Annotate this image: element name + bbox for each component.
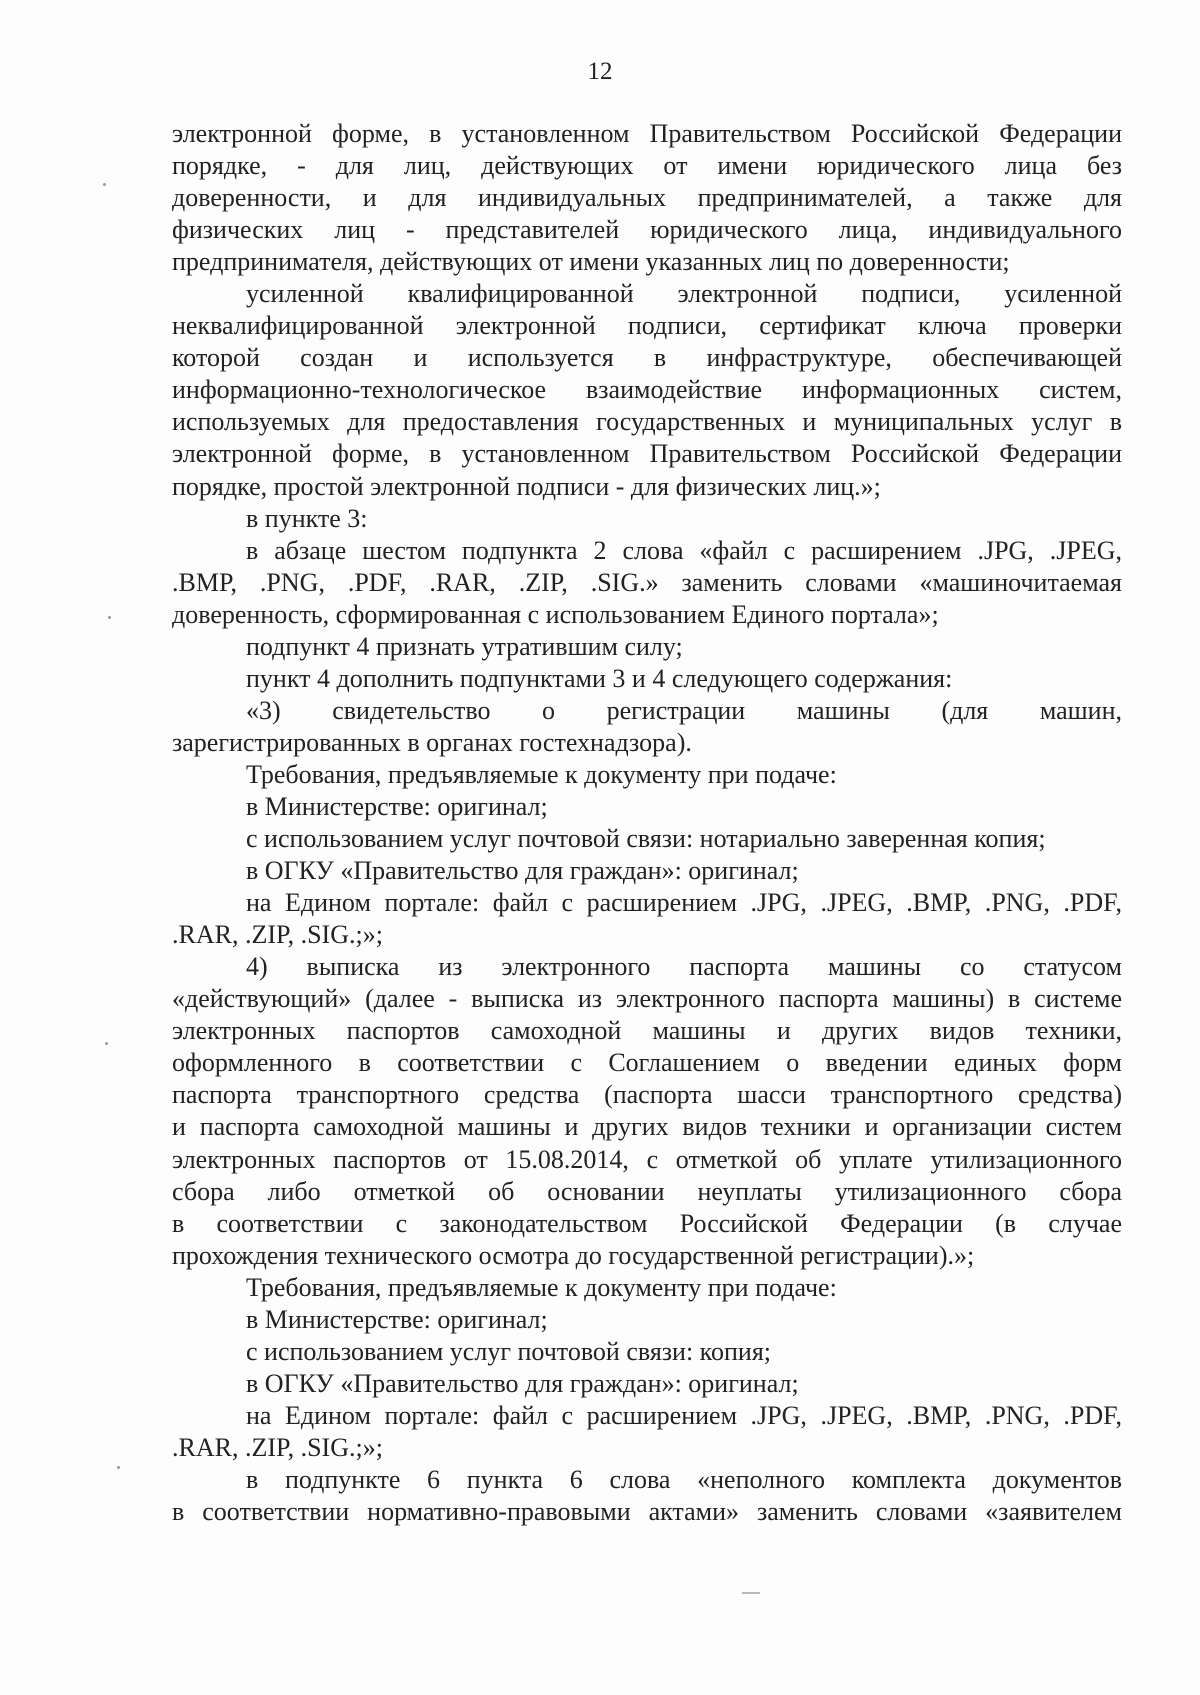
scan-speck [103,183,106,186]
text-line: усиленной квалифицированной электронной подписи, усиленной [246,279,1122,309]
text-line: в соответствии нормативно-правовыми актами» заменить словами «заявителем [172,1497,1122,1527]
text-line: пункт 4 дополнить подпунктами 3 и 4 следующего содержания: [246,663,953,693]
text-line: используемых для предоставления государственных и муниципальных услуг в [172,407,1122,437]
text-line: в подпункте 6 пункта 6 слова «неполного комплекта документов [246,1464,1122,1494]
text-line: зарегистрированных в органах гостехнадзора). [172,727,692,757]
text-line: порядке, - для лиц, действующих от имени юридического лица без [172,151,1122,181]
text-line: .BMP, .PNG, .PDF, .RAR, .ZIP, .SIG.» заменить словами «машиночитаемая [172,567,1122,597]
text-line: в соответствии с законодательством Российской Федерации (в случае [172,1208,1122,1238]
text-line: Требования, предъявляемые к документу при подаче: [246,759,837,789]
text-line: неквалифицированной электронной подписи, сертификат ключа проверки [172,311,1122,341]
text-line: в ОГКУ «Правительство для граждан»: оригинал; [246,856,799,886]
text-line: доверенность, сформированная с использованием Единого портала»; [172,599,939,629]
text-line: доверенности, и для индивидуальных предпринимателей, а также для [172,183,1122,213]
text-line: подпункт 4 признать утратившим силу; [246,631,683,661]
scan-speck [108,616,111,619]
text-line: в Министерстве: оригинал; [246,1304,548,1334]
text-line: в пункте 3: [246,503,368,533]
text-line: которой создан и используется в инфраструктуре, обеспечивающей [172,343,1122,373]
text-line: электронной форме, в установленном Правительством Российской Федерации [172,119,1122,148]
text-line: физических лиц - представителей юридического лица, индивидуального [172,215,1122,245]
text-line: Требования, предъявляемые к документу при подаче: [246,1272,837,1302]
text-line: .RAR, .ZIP, .SIG.;»; [172,1432,383,1462]
text-line: сбора либо отметкой об основании неуплаты утилизационного сбора [172,1176,1122,1206]
scan-mark [742,1592,760,1594]
text-line: «3) свидетельство о регистрации машины (для машин, [246,695,1122,725]
text-line: прохождения технического осмотра до государственной регистрации).»; [172,1240,975,1270]
scan-speck [105,1042,108,1045]
text-line: .RAR, .ZIP, .SIG.;»; [172,920,383,950]
text-line: оформленного в соответствии с Соглашением о введении единых форм [172,1048,1122,1078]
text-line: и паспорта самоходной машины и других видов техники и организации систем [172,1112,1122,1142]
text-line: электронных паспортов от 15.08.2014, с отметкой об уплате утилизационного [172,1144,1122,1174]
scan-speck [117,1466,120,1469]
text-line: в Министерстве: оригинал; [246,791,548,821]
text-line: электронных паспортов самоходной машины и других видов техники, [172,1016,1122,1046]
text-line: на Едином портале: файл с расширением .JPG, .JPEG, .BMP, .PNG, .PDF, [246,888,1122,918]
text-line: с использованием услуг почтовой связи: нотариально заверенная копия; [246,824,1046,854]
text-line: паспорта транспортного средства (паспорта шасси транспортного средства) [172,1080,1122,1110]
document-body [172,118,1122,1528]
text-line: электронной форме, в установленном Правительством Российской Федерации [172,439,1122,469]
text-line: порядке, простой электронной подписи - для физических лиц.»; [172,471,881,501]
text-line: «действующий» (далее - выписка из электронного паспорта машины) в системе [172,984,1122,1014]
text-line: предпринимателя, действующих от имени указанных лиц по доверенности; [172,247,1010,277]
text-line: 4) выписка из электронного паспорта машины со статусом [246,952,1122,982]
text-line: с использованием услуг почтовой связи: копия; [246,1336,772,1366]
page-number: 12 [587,58,613,85]
text-line: информационно-технологическое взаимодействие информационных систем, [172,375,1122,405]
text-line: в ОГКУ «Правительство для граждан»: оригинал; [246,1368,799,1398]
text-line: на Едином портале: файл с расширением .JPG, .JPEG, .BMP, .PNG, .PDF, [246,1400,1122,1430]
text-line: в абзаце шестом подпункта 2 слова «файл с расширением .JPG, .JPEG, [246,535,1122,565]
